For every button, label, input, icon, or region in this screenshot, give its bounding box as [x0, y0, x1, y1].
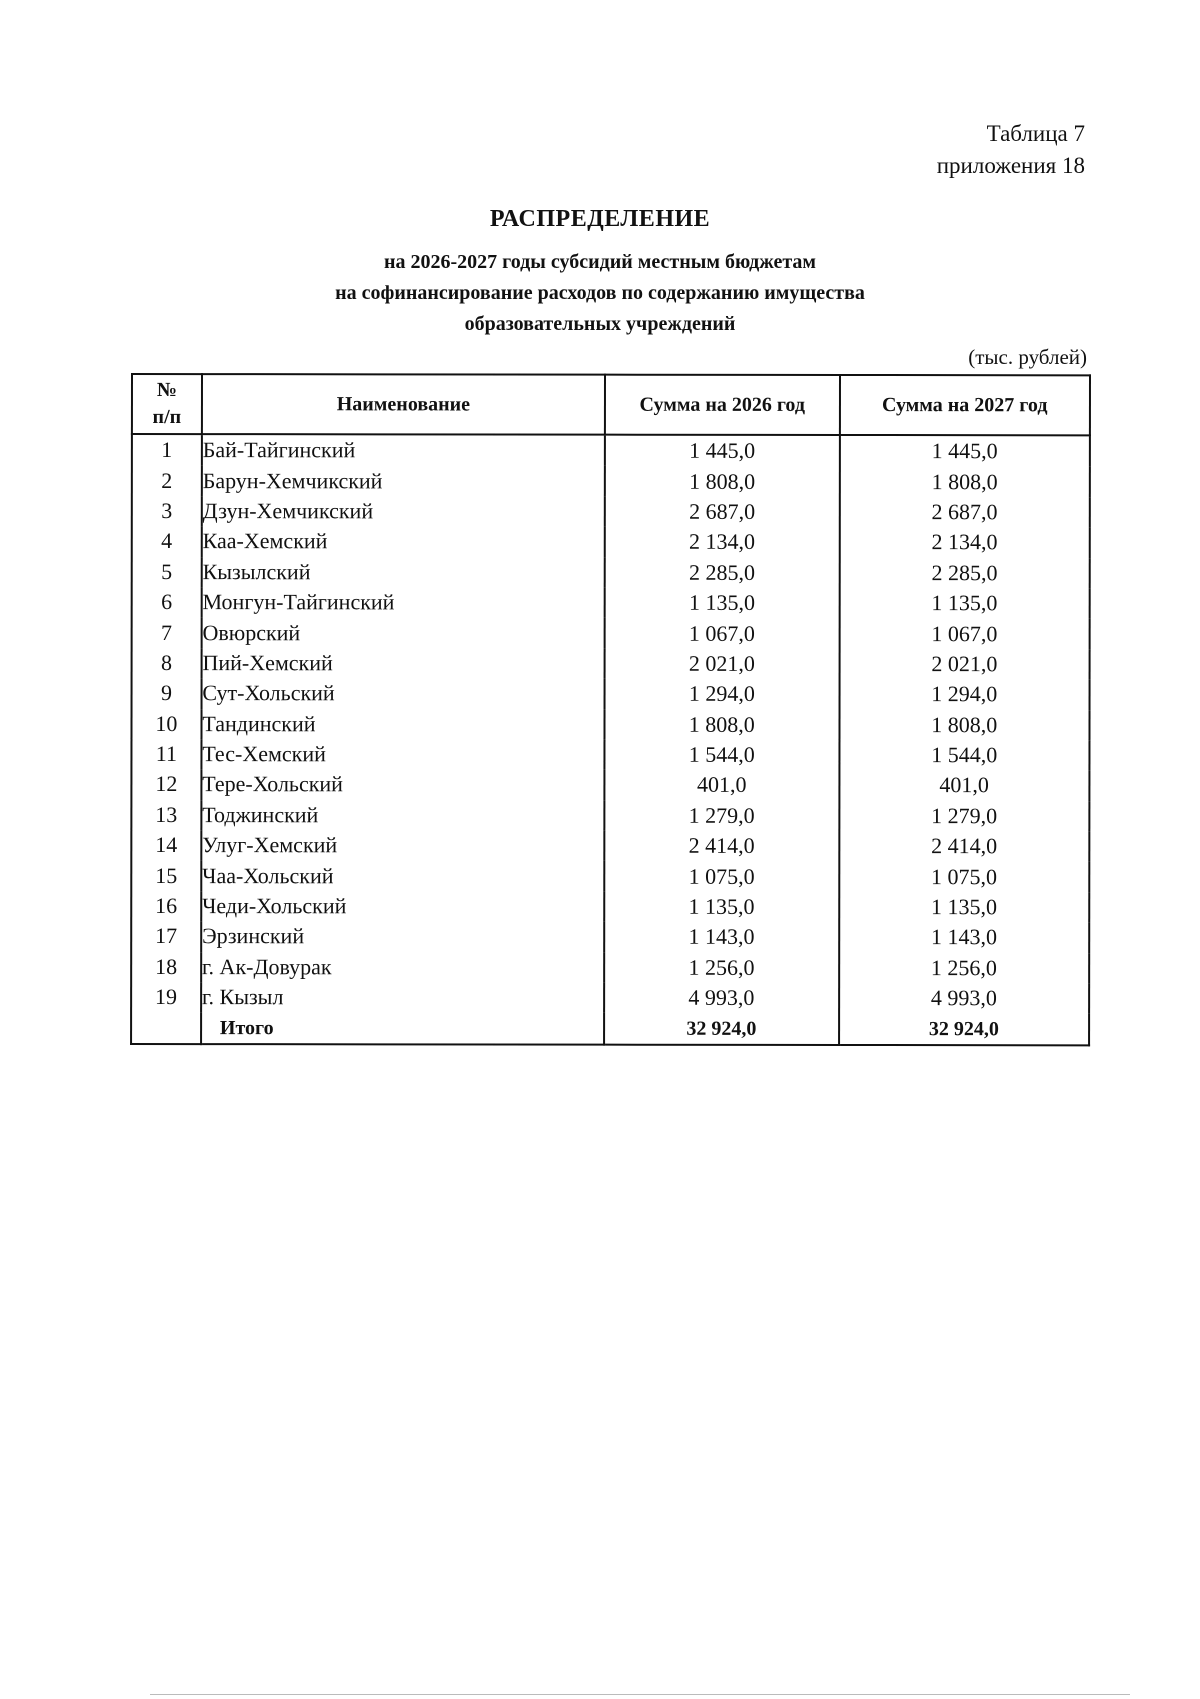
table-header-row: [132, 374, 1090, 435]
row-number: 1: [132, 434, 202, 465]
row-sum-2027: 1 294,0: [839, 679, 1089, 710]
row-number: 3: [132, 496, 202, 526]
row-name: Эрзинский: [201, 921, 604, 952]
row-sum-2027: 2 285,0: [839, 558, 1089, 589]
row-number: 9: [132, 678, 202, 708]
row-sum-2026: 2 285,0: [605, 557, 840, 588]
subtitle-line-3: образовательных учреждений: [464, 313, 736, 335]
header-number-line-2: п/п: [152, 406, 182, 429]
row-number: 7: [132, 617, 202, 647]
row-sum-2026: 1 279,0: [604, 800, 839, 831]
row-number: 16: [131, 891, 201, 921]
row-name: Тоджинский: [201, 800, 604, 831]
row-sum-2027: 4 993,0: [839, 983, 1089, 1014]
row-sum-2026: 2 021,0: [605, 648, 840, 679]
row-name: Дзун-Хемчикский: [202, 496, 605, 527]
row-sum-2026: 1 445,0: [605, 435, 840, 467]
table-row: [131, 860, 1089, 892]
row-name: Сут-Хольский: [201, 678, 604, 709]
row-sum-2027: 2 134,0: [839, 527, 1089, 558]
row-sum-2027: 1 143,0: [839, 922, 1089, 953]
row-name: Монгун-Тайгинский: [202, 587, 605, 618]
table-row: [131, 921, 1089, 953]
table-row: [131, 709, 1089, 741]
row-sum-2026: 1 256,0: [604, 952, 839, 983]
document-title: РАСПРЕДЕЛЕНИЕ: [489, 206, 711, 232]
table-row: [131, 982, 1089, 1014]
document-subtitle: [0, 247, 1200, 340]
row-sum-2027: 1 445,0: [839, 435, 1089, 467]
total-number: [131, 1012, 201, 1043]
row-name: Чеди-Хольский: [201, 891, 604, 922]
row-sum-2026: 401,0: [604, 770, 839, 801]
table-number: Таблица 7: [986, 121, 1085, 146]
table-row: [132, 465, 1090, 497]
table-body: [131, 434, 1090, 1045]
row-name: Кызылский: [202, 557, 605, 588]
row-sum-2027: 1 067,0: [839, 618, 1089, 649]
table-row: [132, 496, 1090, 528]
table-row: [131, 891, 1089, 923]
row-sum-2027: 2 414,0: [839, 831, 1089, 862]
row-sum-2026: 2 687,0: [605, 496, 840, 527]
table-reference: [937, 118, 1085, 182]
row-sum-2027: 1 808,0: [839, 466, 1089, 497]
appendix-number: приложения 18: [936, 153, 1085, 178]
row-number: 8: [132, 648, 202, 678]
row-number: 5: [132, 557, 202, 587]
row-sum-2027: 1 279,0: [839, 801, 1089, 832]
row-sum-2026: 2 134,0: [605, 527, 840, 558]
row-number: 4: [132, 526, 202, 556]
row-sum-2026: 1 143,0: [604, 922, 839, 953]
table-row: [132, 648, 1090, 680]
row-sum-2027: 2 021,0: [839, 649, 1089, 680]
row-sum-2027: 1 135,0: [839, 588, 1089, 619]
table-row: [131, 739, 1089, 771]
row-sum-2026: 1 808,0: [605, 709, 840, 740]
row-number: 2: [132, 465, 202, 495]
row-name: Каа-Хемский: [202, 526, 605, 557]
row-number: 14: [131, 830, 201, 860]
total-sum-2026: 32 924,0: [604, 1013, 839, 1045]
row-name: Барун-Хемчикский: [202, 465, 605, 496]
row-sum-2027: 1 135,0: [839, 892, 1089, 923]
row-sum-2026: 1 067,0: [605, 618, 840, 649]
row-number: 10: [131, 709, 201, 739]
total-sum-2027: 32 924,0: [839, 1013, 1089, 1045]
table-row: [132, 678, 1090, 710]
table-row: [132, 557, 1090, 589]
row-name: Овюрский: [201, 617, 604, 648]
row-number: 11: [131, 739, 201, 769]
row-sum-2026: 1 135,0: [605, 588, 840, 619]
distribution-table: [130, 373, 1091, 1046]
subtitle-line-2: на софинансирование расходов по содержанию имущества: [335, 282, 865, 304]
row-name: Тес-Хемский: [201, 739, 604, 770]
row-sum-2027: 2 687,0: [839, 497, 1089, 528]
header-number: [132, 374, 202, 434]
header-sum-2026: Сумма на 2026 год: [605, 375, 840, 435]
row-sum-2026: 1 294,0: [605, 679, 840, 710]
row-sum-2026: 2 414,0: [604, 831, 839, 862]
row-sum-2026: 1 544,0: [605, 740, 840, 771]
table-row: [131, 800, 1089, 832]
row-sum-2027: 401,0: [839, 770, 1089, 801]
row-sum-2027: 1 075,0: [839, 861, 1089, 892]
header-sum-2027: Сумма на 2027 год: [839, 375, 1090, 435]
row-name: Бай-Тайгинский: [202, 434, 605, 466]
row-number: 17: [131, 921, 201, 951]
table-row: [131, 952, 1089, 984]
table-row: [132, 617, 1090, 649]
row-number: 15: [131, 860, 201, 890]
header-number-line-1: №: [156, 379, 177, 402]
row-number: 6: [132, 587, 202, 617]
header-name: Наименование: [202, 374, 605, 435]
unit-label: (тыс. рублей): [968, 345, 1087, 369]
row-name: г. Кызыл: [201, 982, 604, 1013]
table-row: [132, 434, 1090, 467]
row-name: г. Ак-Довурак: [201, 952, 604, 983]
total-row: [131, 1012, 1089, 1045]
row-name: Тандинский: [201, 709, 604, 740]
row-sum-2027: 1 544,0: [839, 740, 1089, 771]
total-label: Итого: [201, 1013, 604, 1045]
row-sum-2027: 1 256,0: [839, 953, 1089, 984]
row-name: Чаа-Хольский: [201, 861, 604, 892]
row-name: Тере-Хольский: [201, 769, 604, 800]
row-number: 13: [131, 800, 201, 830]
table-row: [132, 587, 1090, 619]
table-row: [132, 526, 1090, 558]
row-sum-2026: 1 075,0: [604, 861, 839, 892]
row-sum-2026: 1 808,0: [605, 466, 840, 497]
scan-edge-line: [150, 1694, 1130, 1695]
row-sum-2026: 4 993,0: [604, 983, 839, 1014]
row-name: Улуг-Хемский: [201, 830, 604, 861]
row-number: 19: [131, 982, 201, 1012]
row-name: Пий-Хемский: [201, 648, 604, 679]
table-row: [131, 769, 1089, 801]
table-row: [131, 830, 1089, 862]
row-number: 18: [131, 952, 201, 982]
row-sum-2027: 1 808,0: [839, 710, 1089, 741]
row-sum-2026: 1 135,0: [604, 892, 839, 923]
subtitle-line-1: на 2026-2027 годы субсидий местным бюджетам: [383, 251, 817, 273]
row-number: 12: [131, 769, 201, 799]
